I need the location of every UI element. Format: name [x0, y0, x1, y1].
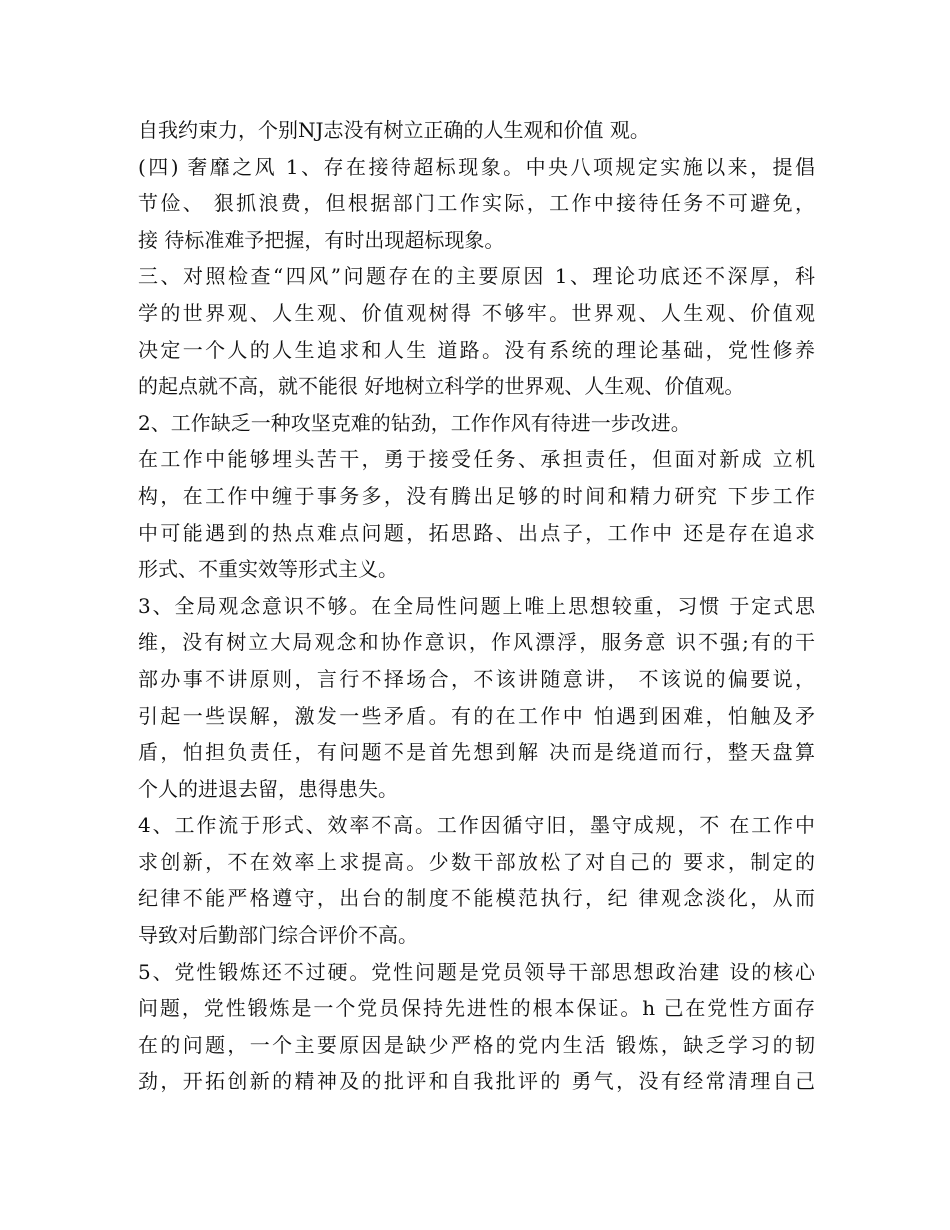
text-line-7: 决定一个人的人生追求和人生 道路。没有系统的理论基础，党性修养	[138, 337, 815, 362]
text-line-8: 的起点就不高，就不能很 好地树立科学的世界观、人生观、价值观。	[138, 374, 745, 399]
text-line-4: 接 待标准难予把握，有时出现超标现象。	[138, 227, 505, 252]
text-line-22: 纪律不能严格遵守，出台的制度不能模范执行，纪 律观念淡化，从而	[138, 886, 815, 911]
text-line-12: 中可能遇到的热点难点问题，拓思路、出点子，工作中 还是存在追求	[138, 520, 815, 545]
text-line-3: 节俭、 狠抓浪费，但根据部门工作实际，工作中接待任务不可避免，	[138, 191, 815, 216]
text-line-23: 导致对后勤部门综合评价不高。	[138, 923, 418, 948]
text-line-5: 三、对照检查“四风”问题存在的主要原因 1、理论功底还不深厚，科	[138, 264, 815, 289]
text-line-17: 引起一些误解，激发一些矛盾。有的在工作中 怕遇到困难，怕触及矛	[138, 703, 815, 728]
text-line-26: 在的问题，一个主要原因是缺少严格的党内生活 锻炼，缺乏学习的韧	[138, 1032, 815, 1057]
text-line-18: 盾，怕担负责任，有问题不是首先想到解 决而是绕道而行，整天盘算	[138, 740, 815, 765]
text-line-13: 形式、不重实效等形式主义。	[138, 557, 398, 582]
text-line-9: 2、工作缺乏一种攻坚克难的钻劲，工作作风有待进一步改进。	[138, 410, 691, 435]
text-line-25: 问题，党性锻炼是一个党员保持先进性的根本保证。h 己在党性方面存	[138, 996, 815, 1021]
text-line-24: 5、党性锻炼还不过硬。党性问题是党员领导干部思想政治建 设的核心	[138, 959, 815, 984]
text-line-20: 4、工作流于形式、效率不高。工作因循守旧，墨守成规，不 在工作中	[138, 813, 815, 838]
text-line-27: 劲，开拓创新的精神及的批评和自我批评的 勇气，没有经常清理自己	[138, 1069, 815, 1094]
text-line-6: 学的世界观、人生观、价值观树得 不够牢。世界观、人生观、价值观	[138, 300, 815, 325]
text-line-16: 部办事不讲原则，言行不择场合，不该讲随意讲， 不该说的偏要说，	[138, 666, 815, 691]
text-line-21: 求创新，不在效率上求提高。少数干部放松了对自己的 要求，制定的	[138, 849, 815, 874]
text-line-15: 维，没有树立大局观念和协作意识，作风漂浮，服务意 识不强;有的干	[138, 630, 815, 655]
text-line-2: (四) 奢靡之风 1、存在接待超标现象。中央八项规定实施以来，提倡	[138, 154, 815, 179]
text-line-14: 3、全局观念意识不够。在全局性问题上唯上思想较重，习惯 于定式思	[138, 593, 815, 618]
text-line-1: 自我约束力，个别NJ志没有树立正确的人生观和价值 观。	[138, 118, 650, 142]
document-body	[138, 112, 815, 1100]
text-line-11: 构，在工作中缠于事务多，没有腾出足够的时间和精力研究 下步工作	[138, 483, 815, 508]
text-line-19: 个人的进退去留，患得患失。	[138, 776, 398, 801]
text-line-10: 在工作中能够埋头苦干，勇于接受任务、承担责任，但面对新成 立机	[138, 447, 815, 472]
